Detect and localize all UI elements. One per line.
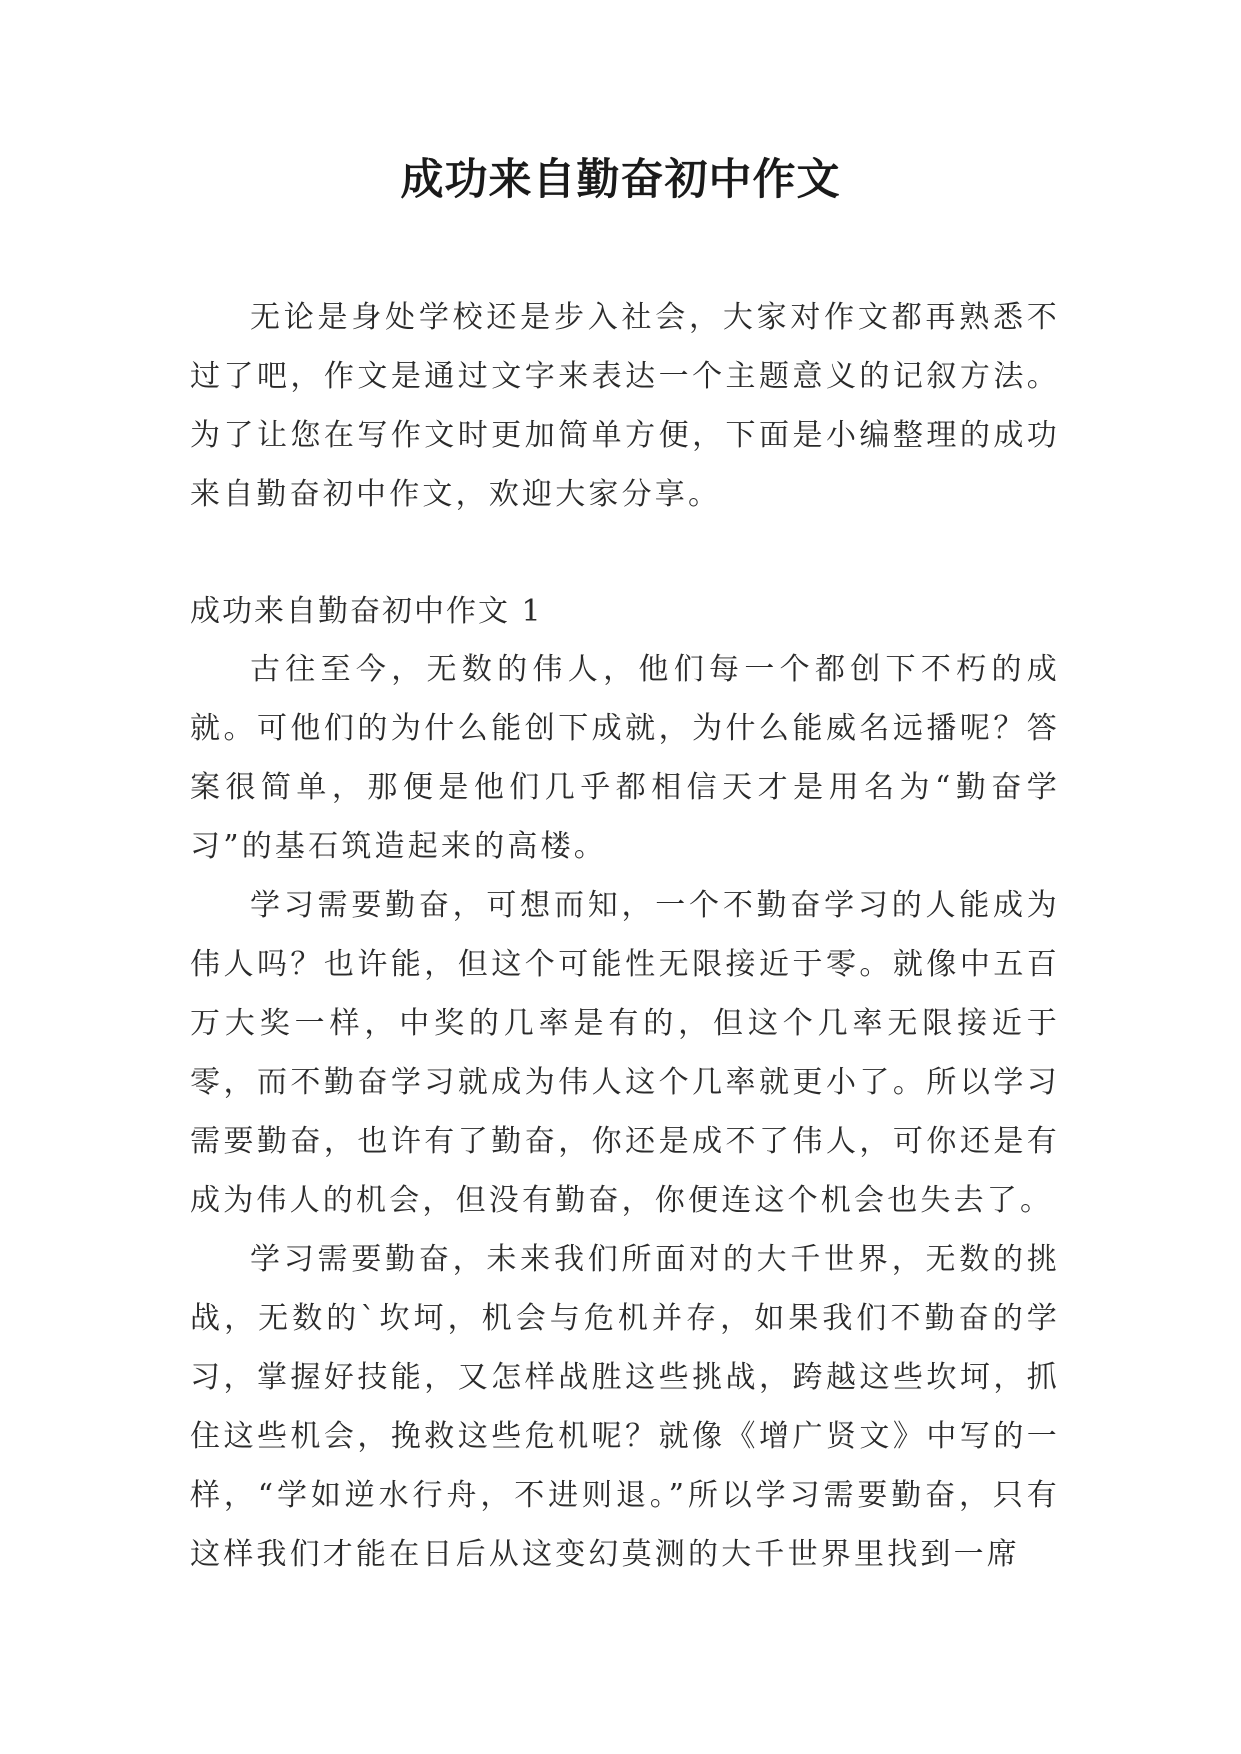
essay-paragraph: 学习需要勤奋，未来我们所面对的大千世界，无数的挑战，无数的`坎坷，机会与危机并存，如果我们不勤奋的学习，掌握好技能，又怎样战胜这些挑战，跨越这些坎坷，抓住这些机会，挽救这些危机呢？就像《增广贤文》中写的一样，“学如逆水行舟，不进则退。”所以学习需要勤奋，只有这样我们才能在日后从这变幻莫测的大千世界里找到一席 [190, 1242, 1060, 1572]
essay-body [190, 640, 1060, 1584]
essay-paragraph: 学习需要勤奋，可想而知，一个不勤奋学习的人能成为伟人吗？也许能，但这个可能性无限接近于零。就像中五百万大奖一样，中奖的几率是有的，但这个几率无限接近于零，而不勤奋学习就成为伟人这个几率就更小了。所以学习需要勤奋，也许有了勤奋，你还是成不了伟人，可你还是有成为伟人的机会，但没有勤奋，你便连这个机会也失去了。 [190, 888, 1060, 1218]
essay-paragraph: 古往至今，无数的伟人，他们每一个都创下不朽的成就。可他们的为什么能创下成就，为什么能威名远播呢？答案很简单，那便是他们几乎都相信天才是用名为“勤奋学习”的基石筑造起来的高楼。 [190, 652, 1060, 864]
intro-paragraph: 无论是身处学校还是步入社会，大家对作文都再熟悉不过了吧，作文是通过文字来表达一个主题意义的记叙方法。为了让您在写作文时更加简单方便，下面是小编整理的成功来自勤奋初中作文，欢迎大家分享。 [190, 300, 1060, 512]
section-heading: 成功来自勤奋初中作文 1 [190, 594, 543, 629]
document-title: 成功来自勤奋初中作文 [400, 155, 841, 205]
